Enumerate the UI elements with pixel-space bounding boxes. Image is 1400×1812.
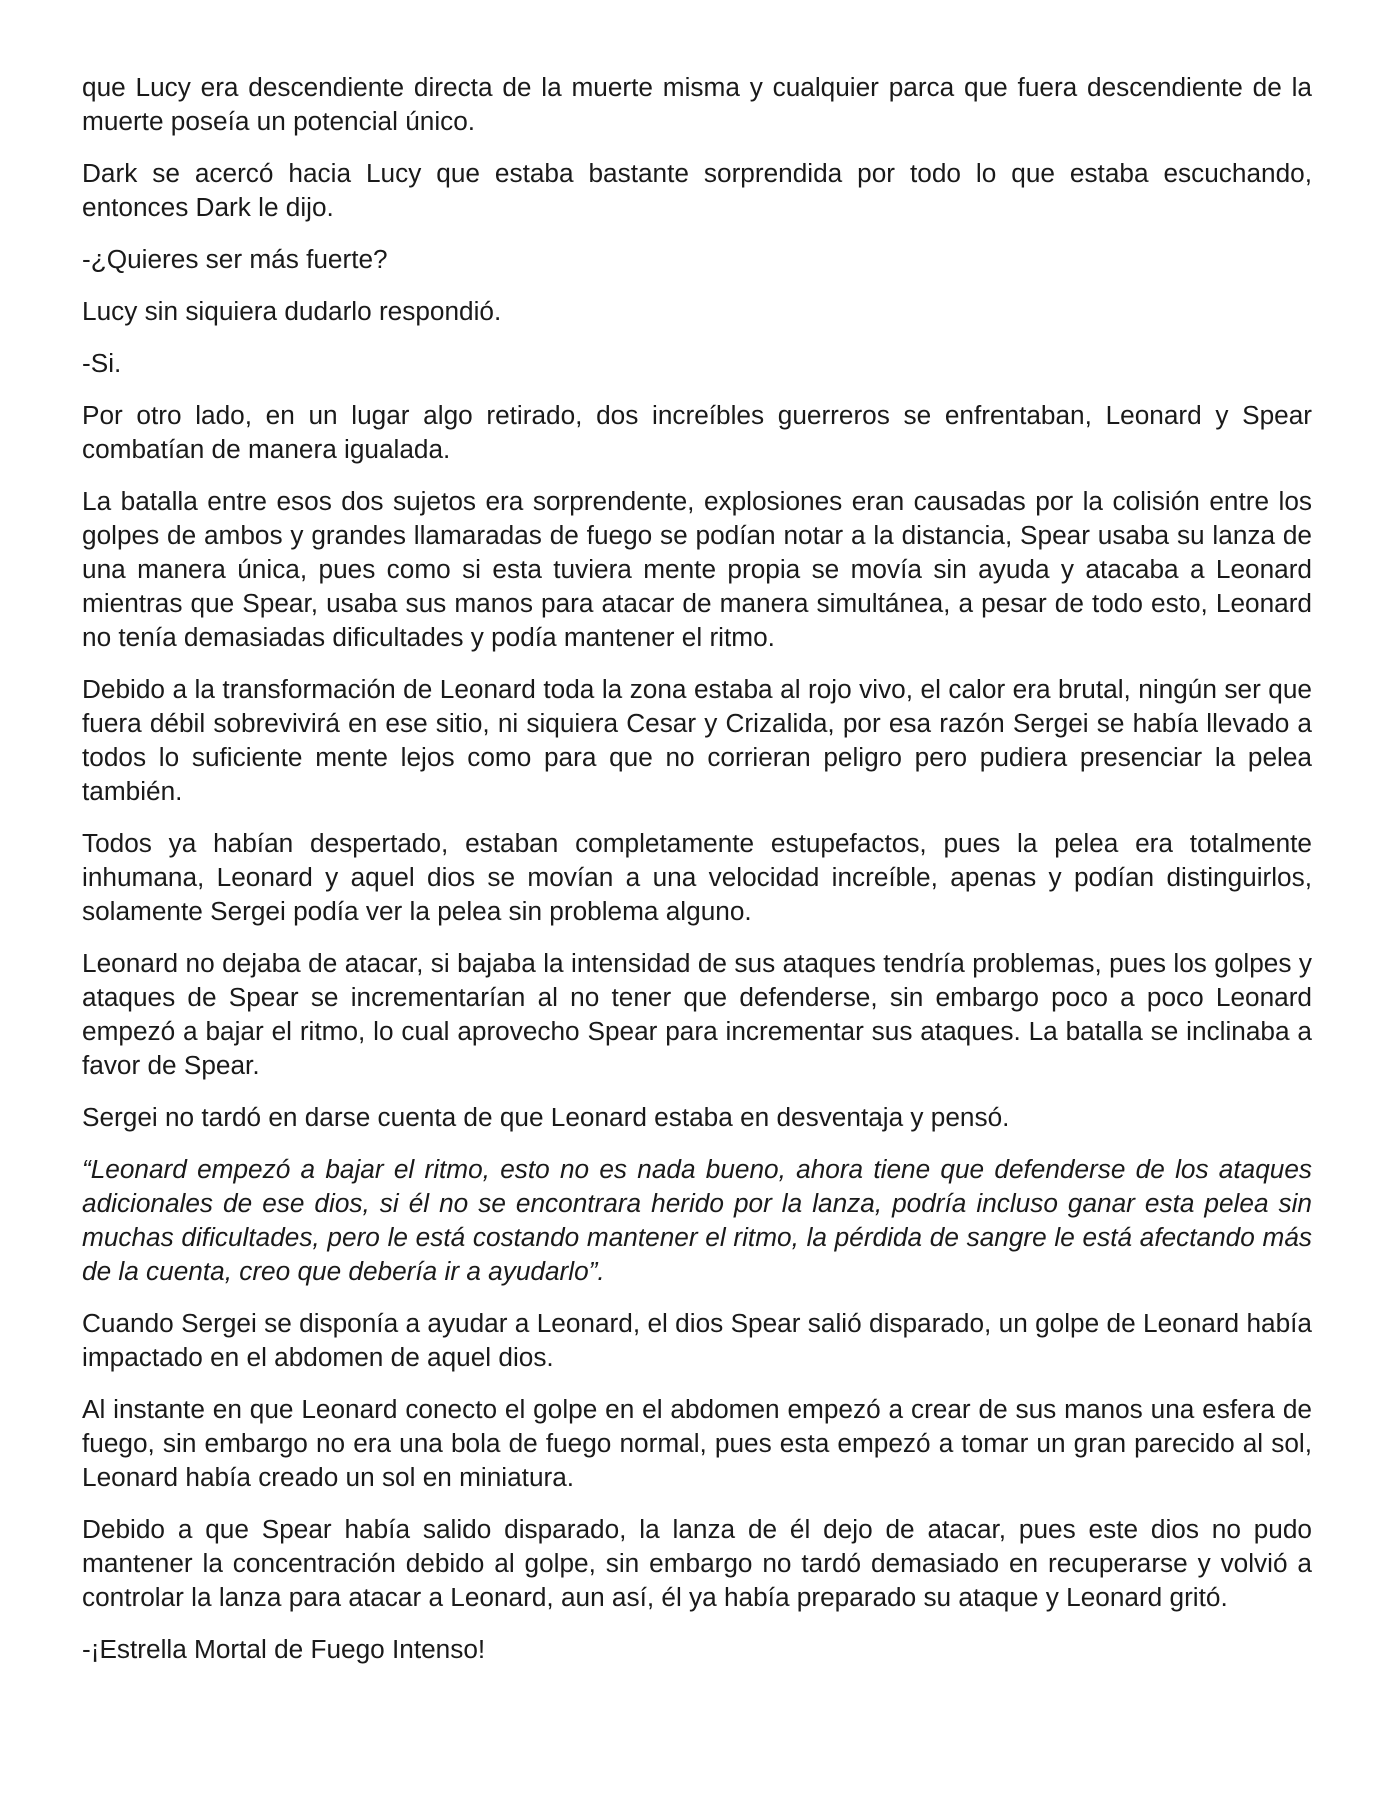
- paragraph: Dark se acercó hacia Lucy que estaba bastante sorprendida por todo lo que estaba escuchando, entonces Dark le dijo.: [82, 158, 1312, 222]
- paragraph: Debido a que Spear había salido disparado, la lanza de él dejo de atacar, pues este dios no pudo mantener la concentración debido al golpe, sin embargo no tardó demasiado en recuperarse y volvió a controlar la lanza para atacar a Leonard, aun así, él ya había preparado su ataque y Leonard gritó.: [82, 1514, 1312, 1612]
- paragraph: Al instante en que Leonard conecto el golpe en el abdomen empezó a crear de sus manos una esfera de fuego, sin embargo no era una bola de fuego normal, pues esta empezó a tomar un gran parecido al sol, Leonard había creado un sol en miniatura.: [82, 1394, 1312, 1492]
- dialogue-line: -Si.: [82, 348, 122, 378]
- document-page: [82, 70, 1312, 1684]
- thought-paragraph: “Leonard empezó a bajar el ritmo, esto no es nada bueno, ahora tiene que defenderse de los ataques adicionales de ese dios, si él no se encontrara herido por la lanza, podría incluso ganar esta pelea sin muchas dificultades, pero le está costando mantener el ritmo, la pérdida de sangre le está afectando más de la cuenta, creo que debería ir a ayudarlo”.: [82, 1154, 1312, 1286]
- dialogue-line: -¿Quieres ser más fuerte?: [82, 244, 388, 274]
- dialogue-line: -¡Estrella Mortal de Fuego Intenso!: [82, 1634, 486, 1664]
- paragraph: que Lucy era descendiente directa de la muerte misma y cualquier parca que fuera descendiente de la muerte poseía un potencial único.: [82, 72, 1312, 136]
- paragraph: Todos ya habían despertado, estaban completamente estupefactos, pues la pelea era totalmente inhumana, Leonard y aquel dios se movían a una velocidad increíble, apenas y podían distinguirlos, solamente Sergei podía ver la pelea sin problema alguno.: [82, 828, 1312, 926]
- paragraph: La batalla entre esos dos sujetos era sorprendente, explosiones eran causadas por la colisión entre los golpes de ambos y grandes llamaradas de fuego se podían notar a la distancia, Spear usaba su lanza de una manera única, pues como si esta tuviera mente propia se movía sin ayuda y atacaba a Leonard mientras que Spear, usaba sus manos para atacar de manera simultánea, a pesar de todo esto, Leonard no tenía demasiadas dificultades y podía mantener el ritmo.: [82, 486, 1312, 652]
- paragraph: Sergei no tardó en darse cuenta de que Leonard estaba en desventaja y pensó.: [82, 1102, 1010, 1132]
- paragraph: Por otro lado, en un lugar algo retirado, dos increíbles guerreros se enfrentaban, Leonard y Spear combatían de manera igualada.: [82, 400, 1312, 464]
- paragraph: Cuando Sergei se disponía a ayudar a Leonard, el dios Spear salió disparado, un golpe de Leonard había impactado en el abdomen de aquel dios.: [82, 1308, 1312, 1372]
- paragraph: Debido a la transformación de Leonard toda la zona estaba al rojo vivo, el calor era brutal, ningún ser que fuera débil sobrevivirá en ese sitio, ni siquiera Cesar y Crizalida, por esa razón Sergei se había llevado a todos lo suficiente mente lejos como para que no corrieran peligro pero pudiera presenciar la pelea también.: [82, 674, 1312, 806]
- paragraph: Lucy sin siquiera dudarlo respondió.: [82, 296, 502, 326]
- paragraph: Leonard no dejaba de atacar, si bajaba la intensidad de sus ataques tendría problemas, pues los golpes y ataques de Spear se incrementarían al no tener que defenderse, sin embargo poco a poco Leonard empezó a bajar el ritmo, lo cual aprovecho Spear para incrementar sus ataques. La batalla se inclinaba a favor de Spear.: [82, 948, 1312, 1080]
